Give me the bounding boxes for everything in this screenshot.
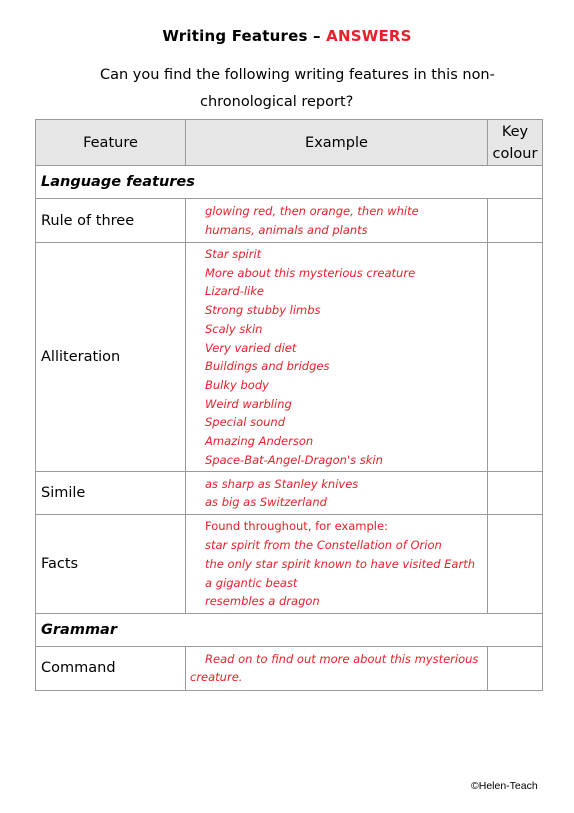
example-rule-of-three: glowing red, then orange, then white humans, animals and plants (186, 199, 488, 243)
key-colour-cell (488, 646, 543, 690)
feature-alliteration: Alliteration (36, 243, 186, 472)
feature-command: Command (36, 646, 186, 690)
example-facts: Found throughout, for example: star spirit from the Constellation of Orion the only star spirit known to have visited Earth a gigantic beast resembles a dragon (186, 515, 488, 614)
title-text: Writing Features – (162, 27, 327, 45)
section-row-language (36, 166, 543, 199)
section-grammar: Grammar (36, 613, 543, 646)
table-row (36, 515, 543, 614)
example-alliteration: Star spirit More about this mysterious creature Lizard-like Strong stubby limbs Scaly skin Very varied diet Buildings and bridges Bulky body Weird warbling Special sound Amazing Anderson Space-Bat-Angel-Dragon's skin (186, 243, 488, 472)
key-colour-cell (488, 515, 543, 614)
feature-facts: Facts (36, 515, 186, 614)
table-row (36, 243, 543, 472)
header-example: Example (186, 120, 488, 166)
page-title (0, 27, 574, 45)
key-colour-cell (488, 472, 543, 515)
table-row (36, 472, 543, 515)
header-key-colour: Key colour (488, 120, 543, 166)
example-simile: as sharp as Stanley knives as big as Switzerland (186, 472, 488, 515)
feature-rule-of-three: Rule of three (36, 199, 186, 243)
feature-simile: Simile (36, 472, 186, 515)
header-feature: Feature (36, 120, 186, 166)
features-table (35, 119, 543, 691)
key-colour-cell (488, 243, 543, 472)
table-row (36, 199, 543, 243)
key-colour-cell (488, 199, 543, 243)
subtitle-line-2: chronological report? (200, 94, 354, 110)
subtitle-line-1: Can you find the following writing features in this non- (100, 67, 495, 83)
section-row-grammar (36, 613, 543, 646)
example-command: Read on to find out more about this mysterious creature. (186, 646, 488, 690)
title-answers: ANSWERS (326, 27, 412, 45)
copyright-footer: ©Helen-Teach (471, 780, 538, 792)
subtitle (100, 62, 520, 116)
section-language-features: Language features (36, 166, 543, 199)
table-header-row (36, 120, 543, 166)
table-row (36, 646, 543, 690)
